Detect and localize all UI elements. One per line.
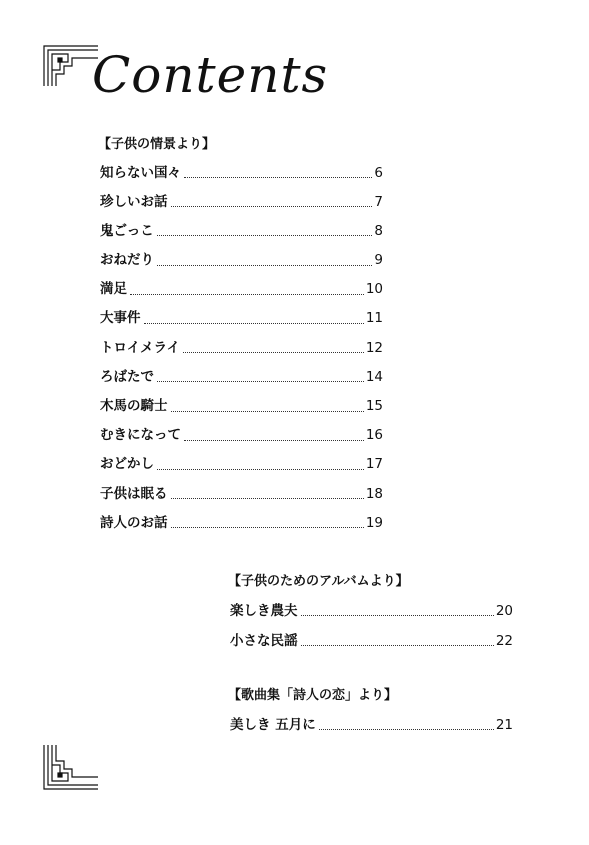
- dot-leader: [319, 729, 494, 730]
- toc-entry-page: 11: [365, 310, 383, 327]
- toc-entry-page: 8: [374, 222, 383, 239]
- dot-leader: [301, 645, 494, 646]
- toc-entry-title: 大事件: [100, 310, 141, 327]
- toc-entry[interactable]: [100, 164, 383, 180]
- toc-entry-title: おねだり: [100, 252, 154, 269]
- dot-leader: [184, 177, 372, 178]
- toc-entry-title: トロイメライ: [100, 339, 181, 356]
- toc-entry-page: 9: [374, 252, 383, 269]
- toc-entry[interactable]: [100, 398, 383, 414]
- toc-entry-title: おどかし: [100, 456, 154, 473]
- toc-entry-title: ろばたで: [100, 368, 154, 385]
- toc-list-dichterliebe: [230, 716, 513, 732]
- toc-entry-page: 22: [495, 632, 513, 649]
- toc-entry-title: 知らない国々: [100, 164, 181, 181]
- toc-entry[interactable]: [230, 716, 513, 732]
- toc-entry[interactable]: [100, 368, 383, 384]
- section-heading-album: 【子供のためのアルバムより】: [228, 574, 409, 589]
- section-heading-dichterliebe: 【歌曲集「詩人の恋」より】: [228, 688, 398, 703]
- dot-leader: [301, 615, 494, 616]
- toc-entry-page: 7: [374, 193, 383, 210]
- toc-entry[interactable]: [230, 602, 513, 618]
- toc-entry[interactable]: [100, 339, 383, 355]
- toc-entry[interactable]: [100, 252, 383, 268]
- dot-leader: [171, 498, 364, 499]
- toc-entry-title: 小さな民謡: [230, 632, 298, 649]
- dot-leader: [157, 381, 364, 382]
- dot-leader: [184, 440, 364, 441]
- dot-leader: [130, 294, 364, 295]
- corner-ornament-bottom-icon: [42, 743, 100, 791]
- dot-leader: [171, 206, 373, 207]
- toc-entry-page: 15: [365, 398, 383, 414]
- toc-entry-title: 珍しいお話: [100, 193, 168, 210]
- toc-entry-title: 鬼ごっこ: [100, 222, 154, 239]
- dot-leader: [157, 469, 364, 470]
- toc-entry-page: 20: [495, 602, 513, 619]
- toc-entry-page: 6: [374, 164, 383, 181]
- toc-entry[interactable]: [100, 514, 383, 530]
- toc-entry-page: 10: [365, 281, 383, 298]
- toc-entry-title: 満足: [100, 281, 127, 298]
- toc-entry-title: 楽しき農夫: [230, 602, 298, 619]
- toc-entry-title: 詩人のお話: [100, 514, 168, 531]
- toc-entry[interactable]: [230, 632, 513, 648]
- toc-entry[interactable]: [100, 222, 383, 238]
- toc-entry-page: 14: [365, 368, 383, 385]
- toc-entry-title: 美しき 五月に: [230, 716, 316, 733]
- toc-entry[interactable]: [100, 456, 383, 472]
- toc-entry-page: 16: [365, 427, 383, 444]
- dot-leader: [171, 527, 364, 528]
- toc-entry-title: 子供は眠る: [100, 485, 168, 502]
- dot-leader: [144, 323, 364, 324]
- toc-list-album: [230, 602, 513, 662]
- toc-entry[interactable]: [100, 310, 383, 326]
- toc-entry[interactable]: [100, 485, 383, 501]
- dot-leader: [157, 265, 372, 266]
- toc-entry-title: 木馬の騎士: [100, 398, 168, 414]
- toc-entry-page: 21: [495, 716, 513, 733]
- toc-entry[interactable]: [100, 281, 383, 297]
- toc-entry-page: 12: [365, 339, 383, 356]
- dot-leader: [183, 352, 364, 353]
- toc-entry-page: 18: [365, 485, 383, 502]
- dot-leader: [171, 411, 364, 412]
- toc-entry[interactable]: [100, 427, 383, 443]
- page-title: Contents: [92, 46, 329, 104]
- toc-list-kodomo-no-jokei: [100, 164, 383, 543]
- section-heading-kodomo-no-jokei: 【子供の情景より】: [98, 137, 216, 152]
- toc-entry-page: 19: [365, 514, 383, 531]
- toc-entry[interactable]: [100, 193, 383, 209]
- toc-entry-page: 17: [365, 456, 383, 473]
- toc-entry-title: むきになって: [100, 427, 181, 444]
- dot-leader: [157, 235, 373, 236]
